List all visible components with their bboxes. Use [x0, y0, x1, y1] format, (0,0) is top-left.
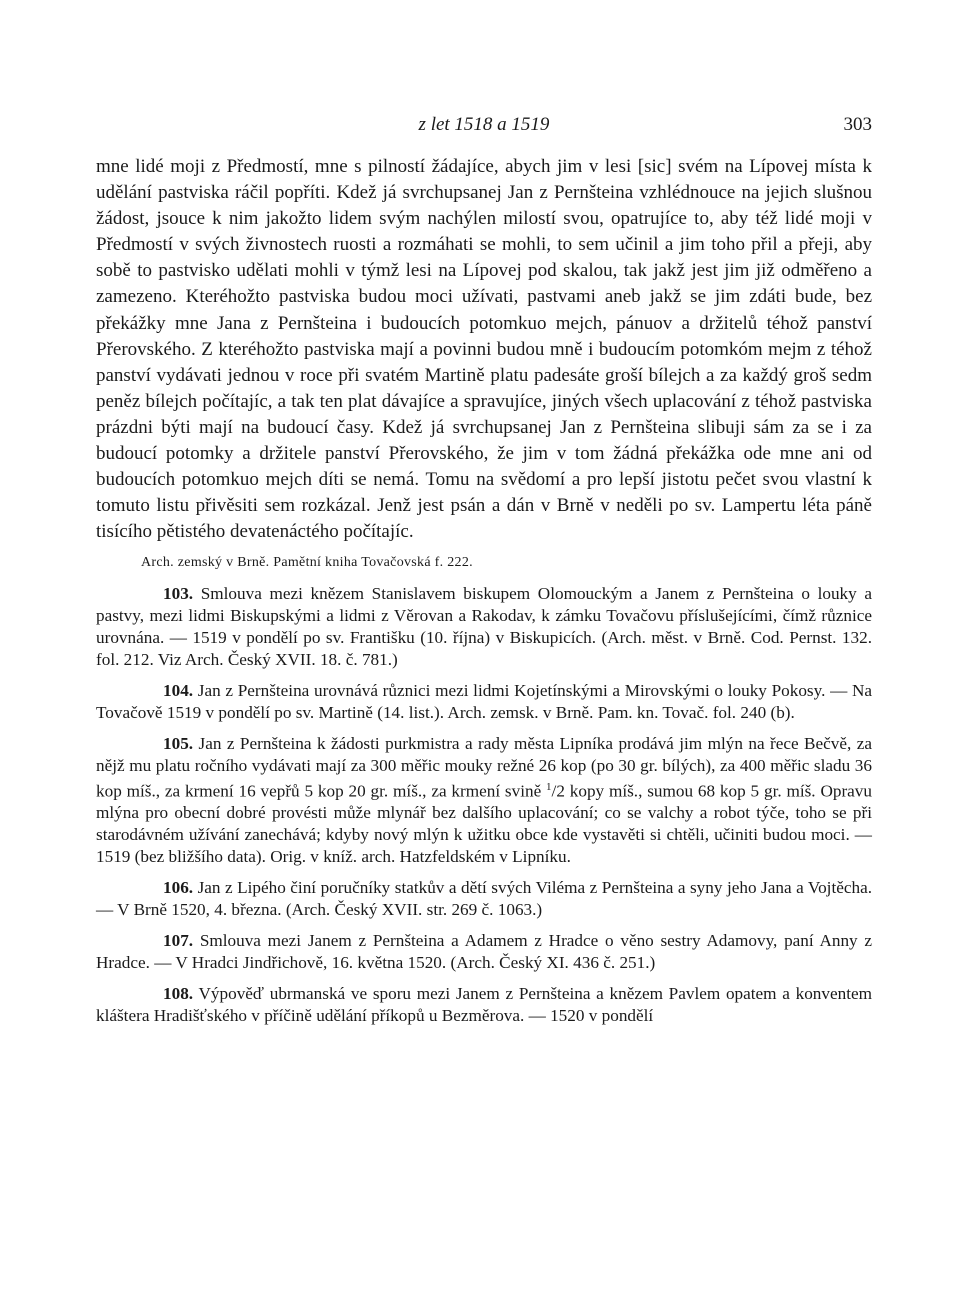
entry-105: 105. Jan z Pernšteina k žádosti purkmistra a rady města Lipníka prodává jim mlýn na řece Bečvě, za nějž mu platu ročního vydávati mají za 300 měřic mouky režné 26 kop (po 30 gr. bílých), za 400 měřic sladu 36 kop míš., za krmení 16 vepřů 5 kop 20 gr. míš., za krmení svině $^1$/2 kopy míš., sumou 68 kop 5 gr. míš. Opravu mlýna pro obecní dobré provésti může mlynář bez dalšího uplacování; co se valchy a robot týče, toho se při starodávném užívání zanechává; kdyby nový mlýn k užitku obce kde vystavěti si chtěli, učiniti budou moci. — 1519 (bez bližšího data). Orig. v kníž. arch. Hatzfeldském v Lipníku.: [96, 733, 872, 867]
entry-number: 108.: [163, 983, 194, 1003]
entry-number: 103.: [163, 584, 194, 604]
fraction-numerator: 1: [546, 780, 552, 793]
entry-text: Jan z Pernšteina urovnává různici mezi lidmi Kojetínskými a Mirovskými o louky Pokosy. — Na Tovačově 1519 v pondělí po sv. Martině (14. list.). Arch. zemsk. v Brně. Pam. kn. Tovač. fol. 240 (b).: [96, 681, 872, 722]
entry-108: [96, 983, 872, 1027]
entry-text-before: Jan z Pernšteina k žádosti purkmistra a rady města Lipníka prodává jim mlýn na řece Bečvě, za nějž mu platu ročního vydávati mají za 300 měřic mouky režné 26 kop (po 30 gr. bílých), za 400 měřic sladu 36 kop míš., za krmení 16 vepřů 5 kop 20 gr. míš., za krmení svině: [96, 733, 872, 801]
entry-text: Jan z Lipého činí poručníky statkův a dětí svých Viléma z Pernšteina a syny jeho Jana a Vojtěcha. — V Brně 1520, 4. března. (Arch. Český XVII. str. 269 č. 1063.): [96, 878, 873, 919]
entry-text: Smlouva mezi Janem z Pernšteina a Adamem z Hradce o věno sestry Adamovy, paní Anny z Hradce. — V Hradci Jindřichově, 16. května 1520. (Arch. Český XI. 436 č. 251.): [96, 930, 873, 972]
entry-number: 105.: [163, 733, 194, 753]
page-number: 303: [843, 114, 872, 135]
entry-text: Smlouva mezi knězem Stanislavem biskupem Olomouckým a Janem z Pernšteina o louky a pastvy, mezi lidmi Biskupskými a lidmi z Věrovan a Rakodav, k zámku Tovačovu příslušejícími, čímž různice urovnána. — 1519 v pondělí po sv. Františku (10. října) v Biskupicích. (Arch. měst. v Brně. Cod. Pernst. 132. fol. 212. Viz Arch. Český XVII. 18. č. 781.): [96, 584, 873, 670]
page-header: [96, 108, 872, 142]
entry-106: [96, 877, 872, 921]
fraction-denominator: 2: [556, 781, 565, 801]
entry-107: [96, 930, 872, 974]
entry-text-after: kopy míš., sumou 68 kop 5 gr. míš. Opravu mlýna pro obecní dobré provésti může mlynář bez dalšího uplacování; co se valchy a robot týče, toho se při starodávném užívání zanechává; kdyby nový mlýn k užitku obce kde vystavěti si chtěli, učiniti budou moci. — 1519 (bez bližšího data). Orig. v kníž. arch. Hatzfeldském v Lipníku.: [96, 781, 872, 867]
document-page: [96, 108, 872, 1035]
running-title: z let 1518 a 1519: [418, 114, 550, 135]
entry-text: Výpověď ubrmanská ve sporu mezi Janem z Pernšteina a knězem Pavlem opatem a konventem kláštera Hradišťského v příčině udělání příkopů u Bezměrova. — 1520 v pondělí: [96, 983, 872, 1025]
main-paragraph: mne lidé moji z Předmostí, mne s pilností žádajíce, abych jim v lesi [sic] svém na Lípovej místa k udělání pastviska ráčil popříti. Kdež já svrchupsanej Jan z Pernšteina vzhlédnouce na jejich slušnou žádost, jsouce k nim jakožto lidem svým nachýlen milostí svou, opatrujíce to, aby též lidé moji v Předmostí v svých živnostech ruosti a rozmáhati se mohli, to sem učinil a jim toho přil a přeji, aby sobě to pastvisko udělati mohli v týmž lesi na Lípovej pod skalou, tak jakž jest jim již odměřeno a zamezeno. Kteréhožto pastviska budou moci užívati, pastvami aneb jakž se jim zdáti bude, bez překážky mne Jana z Pernšteina i budoucích potomkuo mejch, pánuov a držitelů téhož panství Přerovského. Z kteréhožto pastviska mají a povinni budou mně i budoucím potomkóm mejm z téhož panství vydávati jednou v roce při svatém Martině platu padesáte groší bílejch a za každý groš sedm peněz bílejch počítajíc, a tak ten plat dávajíce a spravujíce, jiných všech uplacování z téhož pastviska prázdni býti mají na budoucí časy. Kdež já svrchupsanej Jan z Pernšteina slibuji sám za se i za budoucí potomky a držitele panství Přerovského, že jim v tom žádná překážka ode mne ani od budoucích potomkuo mejch díti se nemá. Tomu na svědomí a pro lepší jistotu pečet svou vlastní k tomuto listu přivěsiti sem rozkázal. Jenž jest psán a dán v Brně v neděli po sv. Lampertu léta páně tisícího pětistého devatenáctého počítajíc.: [96, 156, 872, 543]
entry-103: [96, 583, 872, 671]
entry-number: 104.: [163, 681, 194, 701]
entry-number: 107.: [163, 930, 194, 950]
source-note: Arch. zemský v Brně. Pamětní kniha Tovačovská f. 222.: [141, 555, 473, 571]
entry-number: 106.: [163, 878, 194, 898]
entry-104: [96, 680, 872, 724]
